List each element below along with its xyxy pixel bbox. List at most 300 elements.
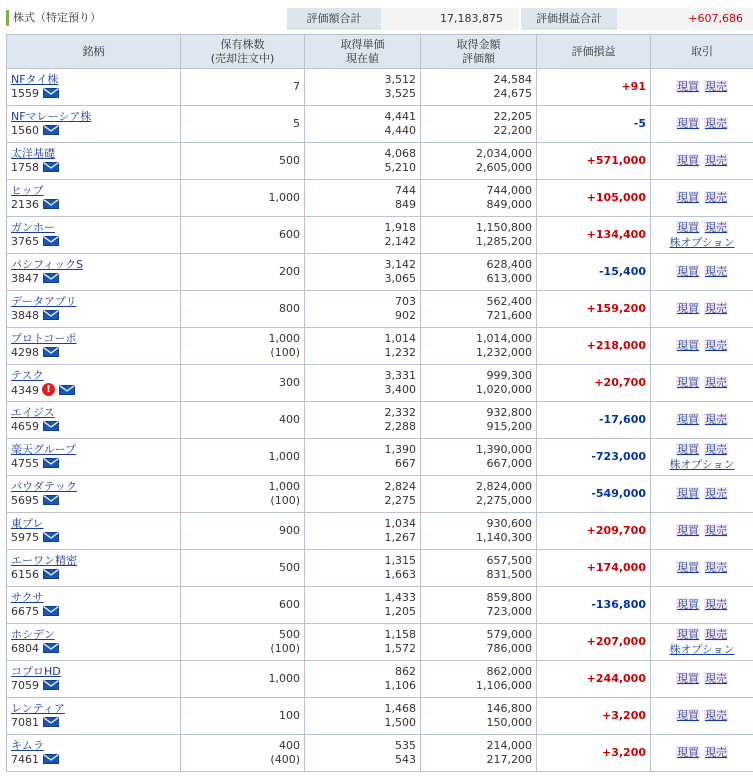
stock-cell xyxy=(7,735,181,772)
summary-bar xyxy=(0,0,753,30)
pl-value: +174,000 xyxy=(586,561,646,574)
buy-link[interactable]: 現買 xyxy=(677,672,699,685)
qty-cell xyxy=(181,69,305,106)
stock-option-link[interactable]: 株オプション xyxy=(669,642,735,656)
stock-code: 7081 xyxy=(11,716,39,729)
sell-link[interactable]: 現売 xyxy=(705,598,727,611)
qty-pending: (100) xyxy=(270,346,300,359)
current-price: 3,400 xyxy=(384,383,416,396)
qty-value: 5 xyxy=(293,117,300,130)
current-price: 1,205 xyxy=(384,605,416,618)
cost-amount: 2,034,000 xyxy=(476,147,532,160)
stock-name-link[interactable]: NFタイ株 xyxy=(11,73,59,86)
cost-amount: 932,800 xyxy=(486,406,532,419)
alert-icon[interactable] xyxy=(42,383,55,396)
qty-value: 900 xyxy=(279,524,300,537)
amount-cell xyxy=(421,476,537,513)
mail-icon[interactable] xyxy=(43,310,59,320)
stock-cell xyxy=(7,624,181,661)
table-row xyxy=(7,735,753,772)
mail-icon[interactable] xyxy=(43,88,59,98)
amount-cell xyxy=(421,439,537,476)
trade-cell xyxy=(651,661,753,698)
price-cell xyxy=(305,550,421,587)
stock-option-link[interactable]: 株オプション xyxy=(669,457,735,471)
trade-cell xyxy=(651,513,753,550)
header-name: 銘柄 xyxy=(7,35,181,69)
valuation-amount: 217,200 xyxy=(486,753,532,766)
table-row xyxy=(7,143,753,180)
cost-amount: 562,400 xyxy=(486,295,532,308)
table-row xyxy=(7,624,753,661)
stock-cell xyxy=(7,661,181,698)
qty-value: 600 xyxy=(279,598,300,611)
header-pl: 評価損益 xyxy=(537,35,651,69)
pl-value: -549,000 xyxy=(591,487,646,500)
pl-value: +209,700 xyxy=(586,524,646,537)
sell-link[interactable]: 現売 xyxy=(705,191,727,204)
pl-value: -5 xyxy=(633,117,646,130)
valuation-amount: 2,605,000 xyxy=(476,161,532,174)
amount-cell xyxy=(421,624,537,661)
buy-link[interactable]: 現買 xyxy=(677,746,699,759)
amount-cell xyxy=(421,550,537,587)
amount-cell xyxy=(421,402,537,439)
price-cell xyxy=(305,624,421,661)
qty-value: 400 xyxy=(279,413,300,426)
stock-cell xyxy=(7,698,181,735)
stock-name-link[interactable]: ヒップ xyxy=(11,184,44,197)
price-cell xyxy=(305,217,421,254)
amount-cell xyxy=(421,69,537,106)
header-price: 取得単価 現在値 xyxy=(305,35,421,69)
buy-link[interactable]: 現買 xyxy=(677,376,699,389)
cost-price: 744 xyxy=(395,184,416,197)
pl-total-label: 評価損益合計 xyxy=(521,8,617,30)
pl-value: -15,400 xyxy=(598,265,646,278)
stock-code: 4298 xyxy=(11,346,39,359)
sell-link[interactable]: 現売 xyxy=(705,709,727,722)
mail-icon[interactable] xyxy=(59,385,75,395)
qty-value: 500 xyxy=(279,561,300,574)
sell-link[interactable]: 現売 xyxy=(705,80,727,93)
table-row xyxy=(7,217,753,254)
stock-name-link[interactable]: プロトコーポ xyxy=(11,332,77,345)
buy-link[interactable]: 現買 xyxy=(677,709,699,722)
current-price: 1,232 xyxy=(384,346,416,359)
qty-value: 600 xyxy=(279,228,300,241)
qty-cell xyxy=(181,291,305,328)
trade-cell xyxy=(651,698,753,735)
buy-link[interactable]: 現買 xyxy=(677,302,699,315)
current-price: 4,440 xyxy=(384,124,416,137)
stock-code: 4755 xyxy=(11,457,39,470)
cost-price: 1,158 xyxy=(384,628,416,641)
price-cell xyxy=(305,402,421,439)
table-row xyxy=(7,328,753,365)
stock-cell xyxy=(7,550,181,587)
cost-price: 3,331 xyxy=(384,369,416,382)
current-price: 1,106 xyxy=(384,679,416,692)
stock-name-link[interactable]: データアプリ xyxy=(11,295,77,308)
table-row xyxy=(7,698,753,735)
pl-value: +3,200 xyxy=(601,709,646,722)
trade-cell xyxy=(651,365,753,402)
cost-price: 535 xyxy=(395,739,416,752)
buy-link[interactable]: 現買 xyxy=(677,627,699,641)
pl-value: -723,000 xyxy=(591,450,646,463)
stock-code: 7059 xyxy=(11,679,39,692)
price-cell xyxy=(305,254,421,291)
stock-name-link[interactable]: 楽天グループ xyxy=(11,443,77,456)
valuation-amount: 1,140,300 xyxy=(476,531,532,544)
cost-amount: 1,014,000 xyxy=(476,332,532,345)
qty-cell xyxy=(181,476,305,513)
mail-icon[interactable] xyxy=(43,643,59,653)
trade-cell xyxy=(651,254,753,291)
qty-value: 1,000 xyxy=(268,191,300,204)
trade-cell xyxy=(651,291,753,328)
buy-link[interactable]: 現買 xyxy=(677,117,699,130)
pl-cell xyxy=(537,180,651,217)
amount-cell xyxy=(421,587,537,624)
cost-price: 1,390 xyxy=(384,443,416,456)
mail-icon[interactable] xyxy=(43,680,59,690)
stock-code: 3765 xyxy=(11,235,39,248)
stock-cell xyxy=(7,587,181,624)
price-cell xyxy=(305,291,421,328)
pl-cell xyxy=(537,735,651,772)
qty-value: 1,000 xyxy=(268,450,300,463)
qty-cell xyxy=(181,439,305,476)
valuation-total-label: 評価額合計 xyxy=(287,8,381,30)
cost-price: 1,034 xyxy=(384,517,416,530)
qty-cell xyxy=(181,254,305,291)
pl-value: +91 xyxy=(621,80,646,93)
stock-cell xyxy=(7,402,181,439)
table-row xyxy=(7,661,753,698)
cost-amount: 628,400 xyxy=(486,258,532,271)
pl-cell xyxy=(537,328,651,365)
table-row xyxy=(7,402,753,439)
header-amount: 取得金額 評価額 xyxy=(421,35,537,69)
stock-cell xyxy=(7,106,181,143)
mail-icon[interactable] xyxy=(43,421,59,431)
pl-cell xyxy=(537,69,651,106)
price-cell xyxy=(305,328,421,365)
price-cell xyxy=(305,106,421,143)
header-qty: 保有株数 (売却注文中) xyxy=(181,35,305,69)
qty-cell xyxy=(181,550,305,587)
stock-cell xyxy=(7,365,181,402)
buy-link[interactable]: 現買 xyxy=(677,487,699,500)
stock-code: 1559 xyxy=(11,87,39,100)
table-row xyxy=(7,291,753,328)
trade-cell xyxy=(651,143,753,180)
mail-icon[interactable] xyxy=(43,162,59,172)
qty-pending: (100) xyxy=(270,642,300,655)
valuation-amount: 1,020,000 xyxy=(476,383,532,396)
pl-cell xyxy=(537,587,651,624)
mail-icon[interactable] xyxy=(43,532,59,542)
current-price: 5,210 xyxy=(384,161,416,174)
stock-cell xyxy=(7,328,181,365)
stock-name-link[interactable]: テスク xyxy=(11,368,44,382)
buy-link[interactable]: 現買 xyxy=(677,413,699,426)
stock-code: 5975 xyxy=(11,531,39,544)
sell-link[interactable]: 現売 xyxy=(705,746,727,759)
stock-cell xyxy=(7,217,181,254)
valuation-amount: 613,000 xyxy=(486,272,532,285)
sell-link[interactable]: 現売 xyxy=(705,487,727,500)
pl-value: -136,800 xyxy=(591,598,646,611)
cost-amount: 214,000 xyxy=(486,739,532,752)
mail-icon[interactable] xyxy=(43,458,59,468)
table-header-row xyxy=(7,35,753,69)
table-row xyxy=(7,365,753,402)
valuation-amount: 1,232,000 xyxy=(476,346,532,359)
amount-cell xyxy=(421,217,537,254)
qty-value: 400 xyxy=(279,739,300,752)
sell-link[interactable]: 現売 xyxy=(705,302,727,315)
sell-link[interactable]: 現売 xyxy=(705,561,727,574)
pl-value: +105,000 xyxy=(586,191,646,204)
mail-icon[interactable] xyxy=(43,717,59,727)
cost-amount: 1,390,000 xyxy=(476,443,532,456)
sell-link[interactable]: 現売 xyxy=(705,524,727,537)
mail-icon[interactable] xyxy=(43,754,59,764)
sell-link[interactable]: 現売 xyxy=(705,442,727,456)
amount-cell xyxy=(421,143,537,180)
pl-value: +3,200 xyxy=(601,746,646,759)
stock-code: 4659 xyxy=(11,420,39,433)
table-row xyxy=(7,550,753,587)
current-price: 2,142 xyxy=(384,235,416,248)
buy-link[interactable]: 現買 xyxy=(677,339,699,352)
stock-code: 3848 xyxy=(11,309,39,322)
stock-code: 4349 xyxy=(11,383,39,397)
buy-link[interactable]: 現買 xyxy=(677,265,699,278)
pl-cell xyxy=(537,291,651,328)
valuation-amount: 915,200 xyxy=(486,420,532,433)
stock-name-link[interactable]: エーワン精密 xyxy=(11,554,77,567)
mail-icon[interactable] xyxy=(43,125,59,135)
stock-name-link[interactable]: キムラ xyxy=(11,739,44,752)
qty-value: 1,000 xyxy=(268,672,300,685)
amount-cell xyxy=(421,661,537,698)
table-row xyxy=(7,69,753,106)
cost-amount: 22,205 xyxy=(493,110,532,123)
stock-name-link[interactable]: パシフィックS xyxy=(11,258,84,271)
pl-cell xyxy=(537,513,651,550)
table-row xyxy=(7,476,753,513)
stock-code: 6804 xyxy=(11,642,39,655)
price-cell xyxy=(305,439,421,476)
buy-link[interactable]: 現買 xyxy=(677,524,699,537)
table-row xyxy=(7,587,753,624)
stock-cell xyxy=(7,476,181,513)
stock-name-link[interactable]: 太洋基礎 xyxy=(11,147,55,160)
current-price: 849 xyxy=(395,198,416,211)
stock-code: 3847 xyxy=(11,272,39,285)
stock-name-link[interactable]: NFマレーシア株 xyxy=(11,110,92,123)
current-price: 1,267 xyxy=(384,531,416,544)
pl-value: +571,000 xyxy=(586,154,646,167)
valuation-total-value: 17,183,875 xyxy=(381,8,519,30)
qty-cell xyxy=(181,143,305,180)
price-cell xyxy=(305,365,421,402)
cost-price: 703 xyxy=(395,295,416,308)
buy-link[interactable]: 現買 xyxy=(677,598,699,611)
pl-value: -17,600 xyxy=(598,413,646,426)
valuation-amount: 2,275,000 xyxy=(476,494,532,507)
pl-value: +20,700 xyxy=(594,376,646,389)
sell-link[interactable]: 現売 xyxy=(705,117,727,130)
price-cell xyxy=(305,180,421,217)
buy-link[interactable]: 現買 xyxy=(677,154,699,167)
sell-link[interactable]: 現売 xyxy=(705,672,727,685)
pl-cell xyxy=(537,106,651,143)
mail-icon[interactable] xyxy=(43,495,59,505)
trade-cell xyxy=(651,69,753,106)
trade-cell xyxy=(651,587,753,624)
qty-value: 300 xyxy=(279,376,300,389)
mail-icon[interactable] xyxy=(43,236,59,246)
buy-link[interactable]: 現買 xyxy=(677,561,699,574)
pl-value: +244,000 xyxy=(586,672,646,685)
stock-cell xyxy=(7,180,181,217)
qty-value: 100 xyxy=(279,709,300,722)
amount-cell xyxy=(421,106,537,143)
stock-name-link[interactable]: ガンホー xyxy=(11,221,55,234)
qty-pending: (100) xyxy=(270,494,300,507)
pl-value: +207,000 xyxy=(586,635,646,648)
stock-name-link[interactable]: コプロHD xyxy=(11,665,61,678)
amount-cell xyxy=(421,365,537,402)
pl-cell xyxy=(537,661,651,698)
valuation-amount: 831,500 xyxy=(486,568,532,581)
qty-value: 500 xyxy=(279,628,300,641)
valuation-amount: 22,200 xyxy=(493,124,532,137)
sell-link[interactable]: 現売 xyxy=(705,265,727,278)
stock-name-link[interactable]: 東プレ xyxy=(11,517,44,530)
sell-link[interactable]: 現売 xyxy=(705,376,727,389)
buy-link[interactable]: 現買 xyxy=(677,442,699,456)
sell-link[interactable]: 現売 xyxy=(705,413,727,426)
valuation-amount: 24,675 xyxy=(493,87,532,100)
sell-link[interactable]: 現売 xyxy=(705,339,727,352)
buy-link[interactable]: 現買 xyxy=(677,191,699,204)
cost-amount: 2,824,000 xyxy=(476,480,532,493)
qty-cell xyxy=(181,735,305,772)
qty-value: 200 xyxy=(279,265,300,278)
trade-cell xyxy=(651,402,753,439)
trade-cell xyxy=(651,180,753,217)
pl-cell xyxy=(537,624,651,661)
cost-price: 1,315 xyxy=(384,554,416,567)
current-price: 667 xyxy=(395,457,416,470)
qty-cell xyxy=(181,106,305,143)
sell-link[interactable]: 現売 xyxy=(705,627,727,641)
table-row xyxy=(7,439,753,476)
sell-link[interactable]: 現売 xyxy=(705,154,727,167)
pl-cell xyxy=(537,476,651,513)
cost-amount: 930,600 xyxy=(486,517,532,530)
amount-cell xyxy=(421,698,537,735)
cost-price: 1,433 xyxy=(384,591,416,604)
current-price: 1,663 xyxy=(384,568,416,581)
stock-cell xyxy=(7,254,181,291)
mail-icon[interactable] xyxy=(43,199,59,209)
stock-name-link[interactable]: サクサ xyxy=(11,591,44,604)
stock-cell xyxy=(7,143,181,180)
price-cell xyxy=(305,69,421,106)
pl-total-value: +607,686 xyxy=(617,8,753,30)
cost-price: 4,068 xyxy=(384,147,416,160)
pl-value: +159,200 xyxy=(586,302,646,315)
qty-cell xyxy=(181,624,305,661)
cost-amount: 146,800 xyxy=(486,702,532,715)
mail-icon[interactable] xyxy=(43,606,59,616)
trade-cell xyxy=(651,217,753,254)
valuation-amount: 667,000 xyxy=(486,457,532,470)
amount-cell xyxy=(421,254,537,291)
trade-cell xyxy=(651,476,753,513)
stock-cell xyxy=(7,513,181,550)
valuation-amount: 1,285,200 xyxy=(476,235,532,248)
sell-link[interactable]: 現売 xyxy=(705,220,727,234)
mail-icon[interactable] xyxy=(43,347,59,357)
buy-link[interactable]: 現買 xyxy=(677,80,699,93)
section-title: 株式（特定預り） xyxy=(6,10,101,26)
current-price: 3,065 xyxy=(384,272,416,285)
stock-name-link[interactable]: パウダテック xyxy=(11,480,77,493)
qty-cell xyxy=(181,365,305,402)
qty-value: 500 xyxy=(279,154,300,167)
cost-price: 2,824 xyxy=(384,480,416,493)
current-price: 3,525 xyxy=(384,87,416,100)
amount-cell xyxy=(421,291,537,328)
buy-link[interactable]: 現買 xyxy=(677,220,699,234)
pl-value: +134,400 xyxy=(586,228,646,241)
mail-icon[interactable] xyxy=(43,569,59,579)
stock-name-link[interactable]: ホシデン xyxy=(11,628,55,641)
pl-cell xyxy=(537,217,651,254)
qty-cell xyxy=(181,698,305,735)
stock-option-link[interactable]: 株オプション xyxy=(669,235,735,249)
qty-cell xyxy=(181,328,305,365)
stock-code: 5695 xyxy=(11,494,39,507)
qty-value: 1,000 xyxy=(268,332,300,345)
cost-amount: 859,800 xyxy=(486,591,532,604)
valuation-amount: 721,600 xyxy=(486,309,532,322)
qty-value: 1,000 xyxy=(268,480,300,493)
valuation-amount: 723,000 xyxy=(486,605,532,618)
cost-price: 862 xyxy=(395,665,416,678)
valuation-amount: 150,000 xyxy=(486,716,532,729)
valuation-amount: 1,106,000 xyxy=(476,679,532,692)
table-row xyxy=(7,106,753,143)
cost-amount: 744,000 xyxy=(486,184,532,197)
current-price: 543 xyxy=(395,753,416,766)
holdings-table xyxy=(6,34,753,772)
stock-name-link[interactable]: レンティア xyxy=(11,702,65,715)
stock-name-link[interactable]: エイジス xyxy=(11,406,55,419)
amount-cell xyxy=(421,735,537,772)
stock-code: 2136 xyxy=(11,198,39,211)
mail-icon[interactable] xyxy=(43,273,59,283)
pl-cell xyxy=(537,439,651,476)
